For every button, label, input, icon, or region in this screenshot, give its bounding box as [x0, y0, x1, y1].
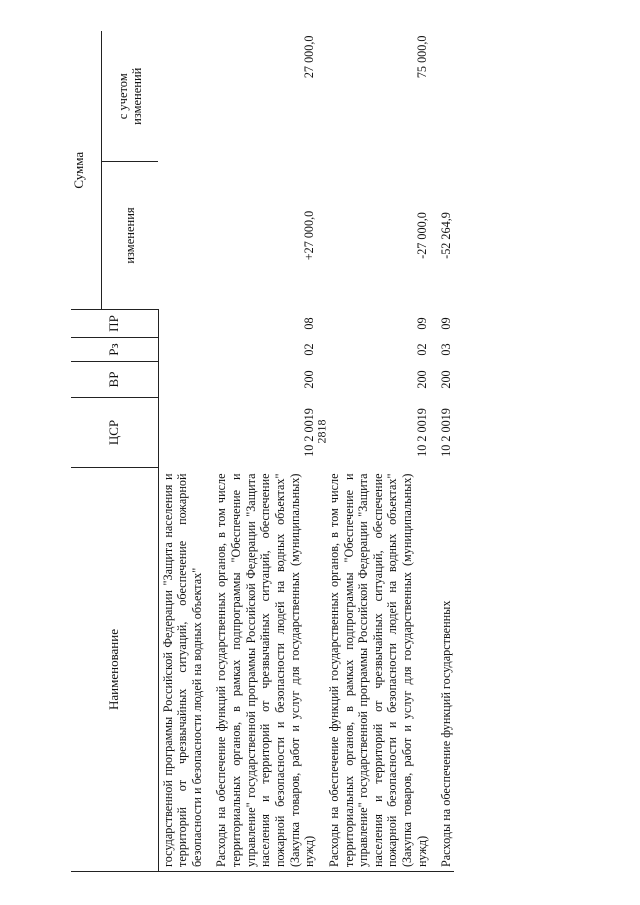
row-rz: 02	[414, 343, 429, 356]
row-change: -27 000,0	[414, 212, 429, 259]
row-csr: 10 2 0019	[414, 408, 429, 457]
row-name: государственной программы Российской Федерации "Защита населения и территорий от чрезвычайных ситуаций, обеспечение пожарной безопасности и безопасности людей на водных объектах"	[158, 468, 214, 872]
table-row	[439, 32, 454, 872]
row-pr: 08	[302, 317, 317, 330]
row-rz	[158, 338, 214, 362]
row-change: -52 264,9	[439, 212, 454, 259]
row-total: 75 000,0	[414, 35, 429, 79]
row-csr	[158, 398, 214, 468]
row-pr: 09	[439, 317, 454, 330]
row-name: Расходы на обеспечение функций государственных органов, в том числе территориальных органов, в рамках подпрограммы "Обеспечение и управление" государственной программы Российской Федерации "Защита населения и территорий от чрезвычайных ситуаций, обеспечение пожарной безопасности и безопасности людей на водных объектах" (Закупка товаров, работ и услуг для государственных (муниципальных) нужд)	[327, 468, 439, 872]
row-pr: 09	[414, 317, 429, 330]
row-vr: 200	[302, 370, 317, 389]
row-change	[158, 162, 214, 310]
header-csr: ЦСР	[71, 398, 158, 468]
row-rz: 02	[302, 343, 317, 356]
header-sum: Сумма	[71, 32, 102, 310]
table-row	[158, 32, 214, 872]
header-change: изменения	[102, 162, 159, 310]
header-vr: ВР	[71, 362, 158, 398]
budget-table	[71, 32, 454, 873]
header-with-change-line2: изменений	[130, 67, 144, 125]
row-pr	[158, 310, 214, 338]
row-change: +27 000,0	[302, 210, 317, 261]
rotated-page-content	[71, 32, 556, 872]
header-rz: Рз	[71, 338, 158, 362]
table-row	[327, 32, 439, 872]
row-csr: 10 2 0019	[439, 408, 454, 457]
row-name: Расходы на обеспечение функций государственных	[439, 468, 454, 872]
header-with-change	[102, 32, 159, 162]
header-name: Наименование	[71, 468, 158, 872]
row-total	[158, 32, 214, 162]
row-total: 27 000,0	[302, 35, 317, 79]
header-with-change-line1: с учетом	[115, 73, 130, 120]
header-pr: ПР	[71, 310, 158, 338]
row-vr: 200	[439, 370, 454, 389]
row-name: Расходы на обеспечение функций государственных органов, в том числе территориальных органов, в рамках подпрограммы "Обеспечение и управление" государственной программы Российской Федерации "Защита населения и территорий от чрезвычайных ситуаций, обеспечение пожарной безопасности и безопасности людей на водных объектах" (Закупка товаров, работ и услуг для государственных (муниципальных) нужд)	[214, 468, 326, 872]
row-vr	[158, 362, 214, 398]
row-total	[439, 32, 454, 162]
row-csr: 10 2 0019	[302, 408, 317, 457]
page-number: 2818	[314, 419, 329, 444]
table-row	[214, 32, 326, 872]
row-rz: 03	[439, 343, 454, 356]
row-vr: 200	[414, 370, 429, 389]
